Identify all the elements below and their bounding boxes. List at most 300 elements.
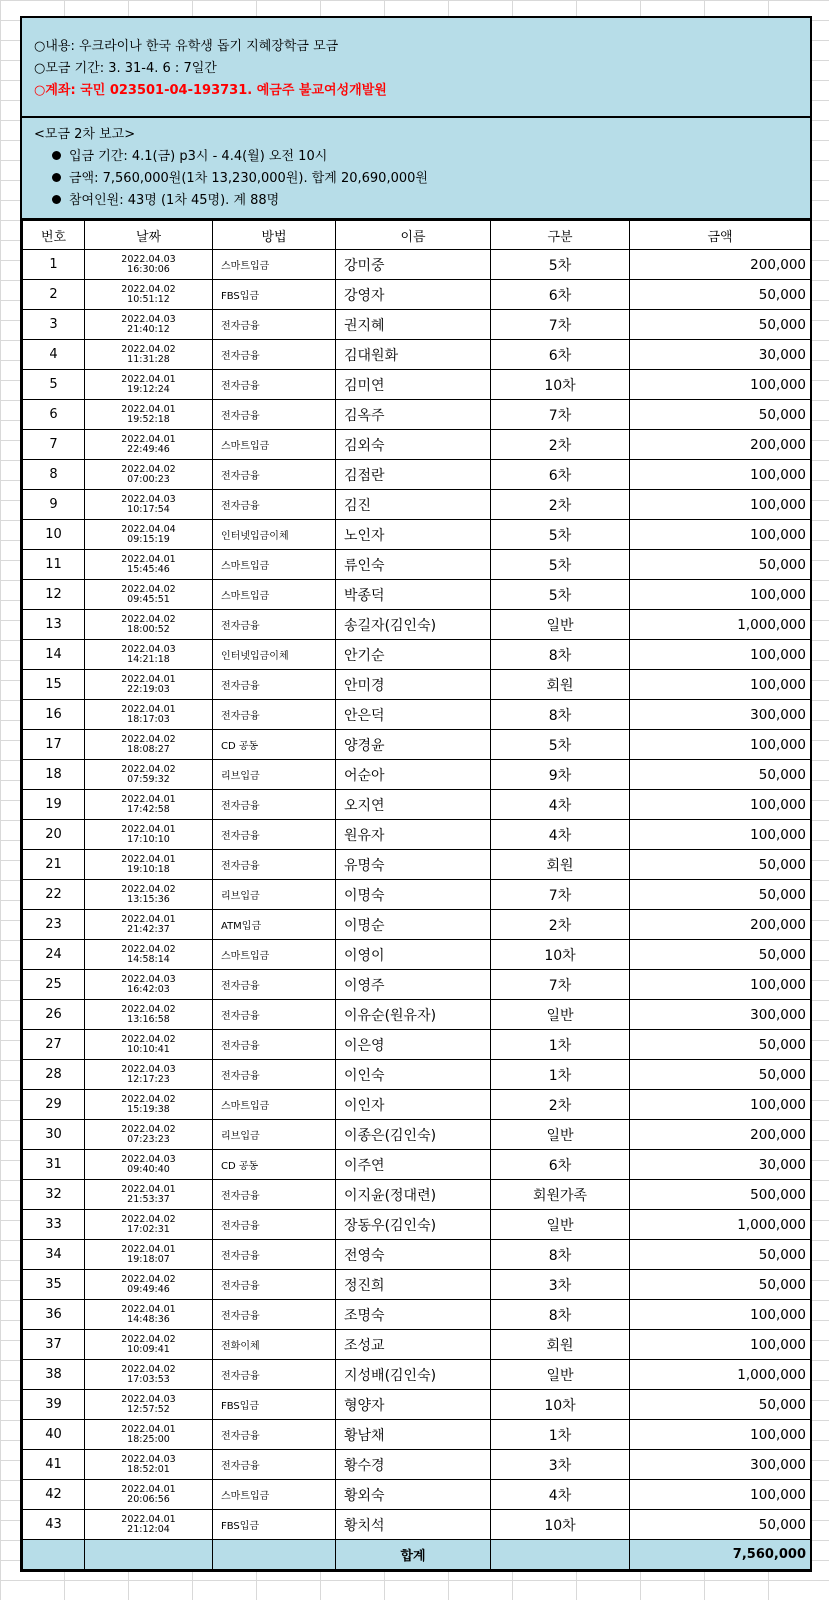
row-amount: 50,000 bbox=[630, 850, 811, 880]
table-row bbox=[23, 1030, 811, 1060]
row-category: 일반 bbox=[491, 1360, 630, 1390]
row-date: 2022.04.01 bbox=[121, 1423, 176, 1435]
row-date: 2022.04.02 bbox=[121, 463, 176, 475]
row-date: 2022.04.02 bbox=[121, 1003, 176, 1015]
row-time: 10:10:41 bbox=[127, 1043, 170, 1055]
row-amount: 100,000 bbox=[630, 520, 811, 550]
row-number: 3 bbox=[23, 310, 85, 340]
row-category: 6차 bbox=[491, 1150, 630, 1180]
row-method: 전자금융 bbox=[213, 610, 336, 640]
total-empty-cell bbox=[85, 1540, 213, 1570]
table-row bbox=[23, 280, 811, 310]
row-number: 37 bbox=[23, 1330, 85, 1360]
table-row bbox=[23, 880, 811, 910]
row-amount: 500,000 bbox=[630, 1180, 811, 1210]
row-date: 2022.04.02 bbox=[121, 1333, 176, 1345]
row-time: 07:23:23 bbox=[127, 1133, 170, 1145]
row-datetime bbox=[85, 400, 213, 430]
row-name: 조성교 bbox=[336, 1330, 491, 1360]
row-name: 황외숙 bbox=[336, 1480, 491, 1510]
row-datetime bbox=[85, 640, 213, 670]
row-method: 스마트입금 bbox=[213, 550, 336, 580]
row-number: 32 bbox=[23, 1180, 85, 1210]
row-datetime bbox=[85, 610, 213, 640]
row-time: 15:19:38 bbox=[127, 1103, 170, 1115]
row-number: 6 bbox=[23, 400, 85, 430]
row-datetime bbox=[85, 820, 213, 850]
table-row bbox=[23, 370, 811, 400]
row-category: 9차 bbox=[491, 760, 630, 790]
table-row bbox=[23, 520, 811, 550]
row-category: 6차 bbox=[491, 340, 630, 370]
row-date: 2022.04.01 bbox=[121, 1183, 176, 1195]
row-date: 2022.04.03 bbox=[121, 1453, 176, 1465]
row-date: 2022.04.01 bbox=[121, 823, 176, 835]
row-datetime bbox=[85, 1360, 213, 1390]
row-number: 14 bbox=[23, 640, 85, 670]
row-date: 2022.04.01 bbox=[121, 793, 176, 805]
row-category: 2차 bbox=[491, 490, 630, 520]
row-number: 40 bbox=[23, 1420, 85, 1450]
row-date: 2022.04.03 bbox=[121, 1393, 176, 1405]
bank-account-line: ○계좌: 국민 023501-04-193731. 예금주 불교여성개발원 bbox=[34, 83, 387, 98]
row-time: 16:30:06 bbox=[127, 263, 170, 275]
table-row bbox=[23, 700, 811, 730]
row-method: FBS입금 bbox=[213, 280, 336, 310]
row-name: 이은영 bbox=[336, 1030, 491, 1060]
row-number: 38 bbox=[23, 1360, 85, 1390]
row-datetime bbox=[85, 250, 213, 280]
row-date: 2022.04.01 bbox=[121, 403, 176, 415]
row-number: 23 bbox=[23, 910, 85, 940]
row-number: 31 bbox=[23, 1150, 85, 1180]
row-method: 전자금융 bbox=[213, 1210, 336, 1240]
row-amount: 50,000 bbox=[630, 280, 811, 310]
row-number: 21 bbox=[23, 850, 85, 880]
row-number: 9 bbox=[23, 490, 85, 520]
row-name: 오지연 bbox=[336, 790, 491, 820]
report-bullet-text: 금액: 7,560,000원(1차 13,230,000원). 합계 20,690,000원 bbox=[69, 171, 428, 186]
donation-report-sheet bbox=[20, 16, 812, 1572]
row-datetime bbox=[85, 670, 213, 700]
table-row bbox=[23, 1390, 811, 1420]
table-row bbox=[23, 1360, 811, 1390]
row-method: 전자금융 bbox=[213, 1420, 336, 1450]
table-row bbox=[23, 1000, 811, 1030]
row-method: 리브입금 bbox=[213, 880, 336, 910]
bullet-dot-icon bbox=[52, 151, 61, 160]
row-time: 20:06:56 bbox=[127, 1493, 170, 1505]
row-method: 전자금융 bbox=[213, 1300, 336, 1330]
row-method: 스마트입금 bbox=[213, 250, 336, 280]
row-datetime bbox=[85, 940, 213, 970]
row-time: 21:42:37 bbox=[127, 923, 170, 935]
row-time: 09:49:46 bbox=[127, 1283, 170, 1295]
row-date: 2022.04.03 bbox=[121, 1153, 176, 1165]
row-name: 노인자 bbox=[336, 520, 491, 550]
row-datetime bbox=[85, 310, 213, 340]
row-category: 8차 bbox=[491, 1300, 630, 1330]
row-method: 전자금융 bbox=[213, 1180, 336, 1210]
row-name: 강미중 bbox=[336, 250, 491, 280]
row-number: 8 bbox=[23, 460, 85, 490]
row-datetime bbox=[85, 1450, 213, 1480]
row-amount: 50,000 bbox=[630, 1390, 811, 1420]
row-name: 김미연 bbox=[336, 370, 491, 400]
header-amount: 금액 bbox=[630, 221, 811, 250]
row-category: 5차 bbox=[491, 730, 630, 760]
row-datetime bbox=[85, 1480, 213, 1510]
row-date: 2022.04.02 bbox=[121, 883, 176, 895]
row-time: 21:40:12 bbox=[127, 323, 170, 335]
row-method: 인터넷입금이체 bbox=[213, 520, 336, 550]
row-time: 18:08:27 bbox=[127, 743, 170, 755]
row-amount: 100,000 bbox=[630, 670, 811, 700]
row-amount: 100,000 bbox=[630, 580, 811, 610]
row-number: 29 bbox=[23, 1090, 85, 1120]
row-number: 1 bbox=[23, 250, 85, 280]
row-date: 2022.04.02 bbox=[121, 1213, 176, 1225]
row-number: 4 bbox=[23, 340, 85, 370]
row-method: CD 공동 bbox=[213, 1150, 336, 1180]
row-datetime bbox=[85, 430, 213, 460]
row-category: 일반 bbox=[491, 610, 630, 640]
row-number: 17 bbox=[23, 730, 85, 760]
row-date: 2022.04.03 bbox=[121, 643, 176, 655]
row-category: 8차 bbox=[491, 1240, 630, 1270]
report-bullet-text: 참여인원: 43명 (1차 45명). 계 88명 bbox=[69, 193, 280, 208]
row-date: 2022.04.02 bbox=[121, 733, 176, 745]
row-category: 10차 bbox=[491, 370, 630, 400]
row-datetime bbox=[85, 370, 213, 400]
row-time: 12:57:52 bbox=[127, 1403, 170, 1415]
row-name: 유명숙 bbox=[336, 850, 491, 880]
row-number: 2 bbox=[23, 280, 85, 310]
row-time: 11:31:28 bbox=[127, 353, 170, 365]
row-date: 2022.04.01 bbox=[121, 553, 176, 565]
row-time: 17:03:53 bbox=[127, 1373, 170, 1385]
table-row bbox=[23, 1240, 811, 1270]
row-amount: 100,000 bbox=[630, 970, 811, 1000]
row-datetime bbox=[85, 580, 213, 610]
table-row bbox=[23, 1180, 811, 1210]
row-time: 17:02:31 bbox=[127, 1223, 170, 1235]
row-date: 2022.04.02 bbox=[121, 1123, 176, 1135]
row-datetime bbox=[85, 1030, 213, 1060]
row-method: 스마트입금 bbox=[213, 1480, 336, 1510]
row-category: 6차 bbox=[491, 460, 630, 490]
row-method: 전자금융 bbox=[213, 370, 336, 400]
row-datetime bbox=[85, 1120, 213, 1150]
row-name: 황남채 bbox=[336, 1420, 491, 1450]
row-date: 2022.04.01 bbox=[121, 703, 176, 715]
row-category: 4차 bbox=[491, 790, 630, 820]
row-name: 안기순 bbox=[336, 640, 491, 670]
row-method: 스마트입금 bbox=[213, 1090, 336, 1120]
table-row bbox=[23, 460, 811, 490]
row-datetime bbox=[85, 790, 213, 820]
row-number: 20 bbox=[23, 820, 85, 850]
report-bullet-participants bbox=[34, 190, 798, 212]
row-time: 18:52:01 bbox=[127, 1463, 170, 1475]
row-amount: 50,000 bbox=[630, 1030, 811, 1060]
row-time: 19:10:18 bbox=[127, 863, 170, 875]
table-row bbox=[23, 1210, 811, 1240]
table-row bbox=[23, 430, 811, 460]
table-row bbox=[23, 910, 811, 940]
row-datetime bbox=[85, 490, 213, 520]
row-date: 2022.04.03 bbox=[121, 313, 176, 325]
table-row bbox=[23, 340, 811, 370]
row-method: 전자금융 bbox=[213, 310, 336, 340]
row-amount: 300,000 bbox=[630, 700, 811, 730]
row-amount: 100,000 bbox=[630, 490, 811, 520]
row-method: 전자금융 bbox=[213, 790, 336, 820]
row-number: 43 bbox=[23, 1510, 85, 1540]
row-method: 전자금융 bbox=[213, 1270, 336, 1300]
row-method: 스마트입금 bbox=[213, 580, 336, 610]
row-category: 3차 bbox=[491, 1270, 630, 1300]
row-date: 2022.04.01 bbox=[121, 853, 176, 865]
second-report-box bbox=[22, 118, 810, 220]
row-amount: 100,000 bbox=[630, 820, 811, 850]
table-row bbox=[23, 1510, 811, 1540]
row-name: 이명숙 bbox=[336, 880, 491, 910]
header-name: 이름 bbox=[336, 221, 491, 250]
row-name: 김옥주 bbox=[336, 400, 491, 430]
row-date: 2022.04.02 bbox=[121, 283, 176, 295]
row-time: 19:18:07 bbox=[127, 1253, 170, 1265]
row-datetime bbox=[85, 1240, 213, 1270]
row-time: 17:42:58 bbox=[127, 803, 170, 815]
row-category: 일반 bbox=[491, 1210, 630, 1240]
row-number: 42 bbox=[23, 1480, 85, 1510]
row-time: 12:17:23 bbox=[127, 1073, 170, 1085]
row-time: 14:21:18 bbox=[127, 653, 170, 665]
row-date: 2022.04.02 bbox=[121, 1093, 176, 1105]
row-method: 리브입금 bbox=[213, 760, 336, 790]
row-date: 2022.04.02 bbox=[121, 943, 176, 955]
donation-table bbox=[22, 220, 811, 1570]
row-method: 전자금융 bbox=[213, 460, 336, 490]
row-date: 2022.04.04 bbox=[121, 523, 176, 535]
row-name: 이지윤(정대련) bbox=[336, 1180, 491, 1210]
row-name: 이인자 bbox=[336, 1090, 491, 1120]
row-datetime bbox=[85, 280, 213, 310]
row-time: 18:25:00 bbox=[127, 1433, 170, 1445]
row-name: 이명순 bbox=[336, 910, 491, 940]
row-method: 전자금융 bbox=[213, 1450, 336, 1480]
row-number: 22 bbox=[23, 880, 85, 910]
table-row bbox=[23, 850, 811, 880]
row-amount: 100,000 bbox=[630, 640, 811, 670]
row-method: 스마트입금 bbox=[213, 940, 336, 970]
row-time: 17:10:10 bbox=[127, 833, 170, 845]
row-time: 16:42:03 bbox=[127, 983, 170, 995]
row-name: 송길자(김인숙) bbox=[336, 610, 491, 640]
table-row bbox=[23, 940, 811, 970]
row-date: 2022.04.01 bbox=[121, 1303, 176, 1315]
row-method: FBS입금 bbox=[213, 1390, 336, 1420]
report-bullet-deposit-period bbox=[34, 146, 798, 168]
row-amount: 30,000 bbox=[630, 340, 811, 370]
report-bullet-text: 입금 기간: 4.1(금) p3시 - 4.4(월) 오전 10시 bbox=[69, 149, 328, 164]
table-row bbox=[23, 1420, 811, 1450]
row-method: 전자금융 bbox=[213, 490, 336, 520]
row-date: 2022.04.02 bbox=[121, 1363, 176, 1375]
row-name: 이종은(김인숙) bbox=[336, 1120, 491, 1150]
row-category: 7차 bbox=[491, 970, 630, 1000]
row-amount: 1,000,000 bbox=[630, 610, 811, 640]
row-number: 7 bbox=[23, 430, 85, 460]
table-row bbox=[23, 550, 811, 580]
row-method: 인터넷입금이체 bbox=[213, 640, 336, 670]
row-amount: 100,000 bbox=[630, 460, 811, 490]
row-amount: 200,000 bbox=[630, 250, 811, 280]
row-time: 07:59:32 bbox=[127, 773, 170, 785]
row-category: 3차 bbox=[491, 1450, 630, 1480]
row-category: 1차 bbox=[491, 1060, 630, 1090]
row-amount: 100,000 bbox=[630, 370, 811, 400]
row-name: 안은덕 bbox=[336, 700, 491, 730]
row-name: 황수경 bbox=[336, 1450, 491, 1480]
header-category: 구분 bbox=[491, 221, 630, 250]
row-category: 일반 bbox=[491, 1000, 630, 1030]
row-number: 5 bbox=[23, 370, 85, 400]
row-name: 황치석 bbox=[336, 1510, 491, 1540]
row-datetime bbox=[85, 1510, 213, 1540]
row-category: 일반 bbox=[491, 1120, 630, 1150]
row-datetime bbox=[85, 1210, 213, 1240]
row-name: 이영주 bbox=[336, 970, 491, 1000]
row-date: 2022.04.02 bbox=[121, 1273, 176, 1285]
row-datetime bbox=[85, 1390, 213, 1420]
row-category: 7차 bbox=[491, 310, 630, 340]
row-name: 박종덕 bbox=[336, 580, 491, 610]
table-row bbox=[23, 310, 811, 340]
row-time: 18:17:03 bbox=[127, 713, 170, 725]
row-category: 2차 bbox=[491, 910, 630, 940]
row-number: 24 bbox=[23, 940, 85, 970]
row-datetime bbox=[85, 850, 213, 880]
row-category: 2차 bbox=[491, 430, 630, 460]
row-date: 2022.04.01 bbox=[121, 1243, 176, 1255]
row-method: 전자금융 bbox=[213, 1000, 336, 1030]
row-time: 10:17:54 bbox=[127, 503, 170, 515]
row-time: 13:16:58 bbox=[127, 1013, 170, 1025]
row-time: 18:00:52 bbox=[127, 623, 170, 635]
report-bullet-amount bbox=[34, 168, 798, 190]
row-datetime bbox=[85, 1270, 213, 1300]
row-number: 12 bbox=[23, 580, 85, 610]
row-category: 10차 bbox=[491, 1390, 630, 1420]
row-method: 전자금융 bbox=[213, 850, 336, 880]
table-row bbox=[23, 250, 811, 280]
table-row bbox=[23, 1480, 811, 1510]
table-row bbox=[23, 1270, 811, 1300]
row-time: 21:12:04 bbox=[127, 1523, 170, 1535]
row-amount: 50,000 bbox=[630, 880, 811, 910]
row-date: 2022.04.01 bbox=[121, 913, 176, 925]
row-category: 회원 bbox=[491, 1330, 630, 1360]
row-amount: 30,000 bbox=[630, 1150, 811, 1180]
row-amount: 100,000 bbox=[630, 730, 811, 760]
row-date: 2022.04.03 bbox=[121, 1063, 176, 1075]
row-time: 07:00:23 bbox=[127, 473, 170, 485]
row-amount: 50,000 bbox=[630, 1270, 811, 1300]
row-name: 이인숙 bbox=[336, 1060, 491, 1090]
row-datetime bbox=[85, 460, 213, 490]
row-category: 5차 bbox=[491, 250, 630, 280]
row-date: 2022.04.02 bbox=[121, 583, 176, 595]
row-category: 5차 bbox=[491, 550, 630, 580]
row-name: 전영숙 bbox=[336, 1240, 491, 1270]
row-datetime bbox=[85, 1000, 213, 1030]
row-time: 10:51:12 bbox=[127, 293, 170, 305]
row-method: 스마트입금 bbox=[213, 430, 336, 460]
row-method: 리브입금 bbox=[213, 1120, 336, 1150]
row-name: 김점란 bbox=[336, 460, 491, 490]
bullet-dot-icon bbox=[52, 195, 61, 204]
row-category: 4차 bbox=[491, 820, 630, 850]
row-amount: 300,000 bbox=[630, 1000, 811, 1030]
row-method: 전자금융 bbox=[213, 1060, 336, 1090]
row-number: 13 bbox=[23, 610, 85, 640]
row-category: 회원가족 bbox=[491, 1180, 630, 1210]
row-category: 8차 bbox=[491, 640, 630, 670]
row-time: 21:53:37 bbox=[127, 1193, 170, 1205]
row-method: 전자금융 bbox=[213, 1240, 336, 1270]
row-name: 이주연 bbox=[336, 1150, 491, 1180]
row-category: 10차 bbox=[491, 1510, 630, 1540]
row-name: 김진 bbox=[336, 490, 491, 520]
row-name: 장동우(김인숙) bbox=[336, 1210, 491, 1240]
row-datetime bbox=[85, 700, 213, 730]
row-category: 4차 bbox=[491, 1480, 630, 1510]
row-amount: 100,000 bbox=[630, 1420, 811, 1450]
row-date: 2022.04.02 bbox=[121, 763, 176, 775]
row-method: FBS입금 bbox=[213, 1510, 336, 1540]
row-method: 전자금융 bbox=[213, 820, 336, 850]
header-date: 날짜 bbox=[85, 221, 213, 250]
table-row bbox=[23, 1060, 811, 1090]
row-amount: 100,000 bbox=[630, 1090, 811, 1120]
row-method: 전자금융 bbox=[213, 670, 336, 700]
row-amount: 50,000 bbox=[630, 400, 811, 430]
row-name: 형양자 bbox=[336, 1390, 491, 1420]
row-method: 전자금융 bbox=[213, 400, 336, 430]
row-time: 15:45:46 bbox=[127, 563, 170, 575]
row-time: 09:15:19 bbox=[127, 533, 170, 545]
row-name: 지성배(김인숙) bbox=[336, 1360, 491, 1390]
row-category: 5차 bbox=[491, 520, 630, 550]
row-amount: 100,000 bbox=[630, 1300, 811, 1330]
total-empty-cell bbox=[491, 1540, 630, 1570]
row-method: 전자금융 bbox=[213, 1030, 336, 1060]
row-time: 22:49:46 bbox=[127, 443, 170, 455]
row-amount: 100,000 bbox=[630, 1480, 811, 1510]
row-number: 36 bbox=[23, 1300, 85, 1330]
row-datetime bbox=[85, 910, 213, 940]
row-date: 2022.04.01 bbox=[121, 1513, 176, 1525]
row-datetime bbox=[85, 730, 213, 760]
header-method: 방법 bbox=[213, 221, 336, 250]
row-datetime bbox=[85, 520, 213, 550]
table-row bbox=[23, 1330, 811, 1360]
row-name: 강영자 bbox=[336, 280, 491, 310]
table-row bbox=[23, 1450, 811, 1480]
report-title: <모금 2차 보고> bbox=[34, 127, 136, 142]
